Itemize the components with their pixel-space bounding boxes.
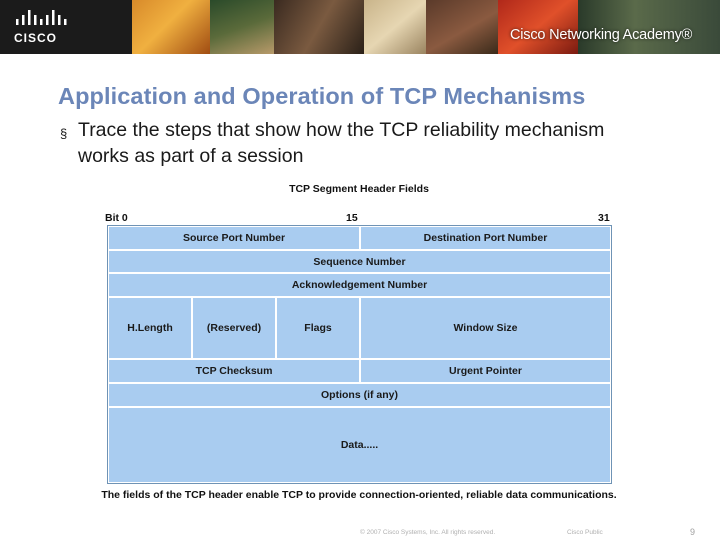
bit-label-end: 31 bbox=[598, 212, 610, 224]
cisco-logo bbox=[14, 10, 70, 44]
classification-text: Cisco Public bbox=[567, 529, 603, 536]
field-destination-port: Destination Port Number bbox=[360, 226, 611, 250]
photo-2 bbox=[210, 0, 274, 54]
photo-5 bbox=[426, 0, 498, 54]
field-reserved: (Reserved) bbox=[192, 297, 276, 359]
bullet-text: Trace the steps that show how the TCP reliability mechanism works as part of a session bbox=[78, 119, 605, 167]
bit-label-middle: 15 bbox=[346, 212, 358, 224]
cisco-bridge-icon bbox=[16, 10, 68, 28]
tcp-header-diagram bbox=[107, 225, 612, 484]
academy-wordmark: Cisco Networking Academy® bbox=[510, 27, 693, 43]
field-h-length: H.Length bbox=[108, 297, 192, 359]
bit-label-start: Bit 0 bbox=[105, 212, 128, 224]
bullet-mark: § bbox=[60, 126, 68, 141]
field-options: Options (if any) bbox=[108, 383, 611, 407]
field-urgent-pointer: Urgent Pointer bbox=[360, 359, 611, 383]
field-source-port: Source Port Number bbox=[108, 226, 360, 250]
field-sequence-number: Sequence Number bbox=[108, 250, 611, 273]
logo-text: CISCO bbox=[14, 31, 58, 45]
photo-1 bbox=[132, 0, 210, 54]
photo-3 bbox=[274, 0, 364, 54]
bullet-point bbox=[60, 117, 660, 169]
copyright-text: © 2007 Cisco Systems, Inc. All rights reserved. bbox=[360, 529, 496, 536]
diagram-title: TCP Segment Header Fields bbox=[289, 183, 429, 195]
slide-title: Application and Operation of TCP Mechanisms bbox=[58, 83, 586, 109]
field-flags: Flags bbox=[276, 297, 360, 359]
field-checksum: TCP Checksum bbox=[108, 359, 360, 383]
field-acknowledgement-number: Acknowledgement Number bbox=[108, 273, 611, 297]
field-data: Data..... bbox=[108, 407, 611, 483]
photo-4 bbox=[364, 0, 426, 54]
diagram-caption: The fields of the TCP header enable TCP to provide connection-oriented, reliable data communications. bbox=[101, 489, 617, 501]
header-banner bbox=[0, 0, 720, 54]
page-number: 9 bbox=[690, 527, 696, 537]
field-window-size: Window Size bbox=[360, 297, 611, 359]
